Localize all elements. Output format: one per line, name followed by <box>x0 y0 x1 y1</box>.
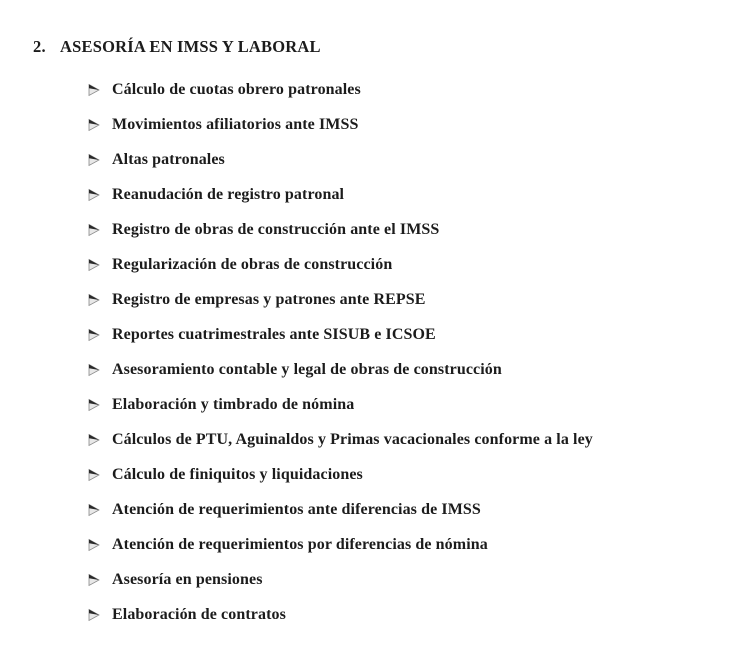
arrow-bullet-icon <box>88 188 112 202</box>
arrow-bullet-icon <box>88 363 112 377</box>
list-item-text: Registro de obras de construcción ante el IMSS <box>112 220 440 238</box>
list-item <box>88 527 593 562</box>
list-item <box>88 457 593 492</box>
arrow-bullet-icon <box>88 398 112 412</box>
arrow-bullet-icon <box>88 468 112 482</box>
list-item-text: Elaboración de contratos <box>112 605 286 623</box>
arrow-bullet-icon <box>88 538 112 552</box>
list-item <box>88 317 593 352</box>
list-item-text: Asesoramiento contable y legal de obras de construcción <box>112 360 502 378</box>
list-item <box>88 177 593 212</box>
list-item <box>88 422 593 457</box>
arrow-bullet-icon <box>88 328 112 342</box>
list-item-text: Atención de requerimientos ante diferencias de IMSS <box>112 500 481 518</box>
list-item <box>88 212 593 247</box>
list-item <box>88 492 593 527</box>
list-item <box>88 387 593 422</box>
list-item <box>88 107 593 142</box>
arrow-bullet-icon <box>88 293 112 307</box>
arrow-bullet-icon <box>88 153 112 167</box>
list-item-text: Cálculos de PTU, Aguinaldos y Primas vacacionales conforme a la ley <box>112 430 593 448</box>
arrow-bullet-icon <box>88 258 112 272</box>
list-item <box>88 352 593 387</box>
arrow-bullet-icon <box>88 573 112 587</box>
list-item <box>88 562 593 597</box>
list-item-text: Registro de empresas y patrones ante REPSE <box>112 290 426 308</box>
list-item-text: Regularización de obras de construcción <box>112 255 393 273</box>
section-title: ASESORÍA EN IMSS Y LABORAL <box>60 37 321 56</box>
list-item <box>88 282 593 317</box>
arrow-bullet-icon <box>88 83 112 97</box>
list-item <box>88 597 593 632</box>
list-item-text: Elaboración y timbrado de nómina <box>112 395 355 413</box>
arrow-bullet-icon <box>88 118 112 132</box>
list-item-text: Cálculo de cuotas obrero patronales <box>112 80 361 98</box>
arrow-bullet-icon <box>88 503 112 517</box>
list-item-text: Atención de requerimientos por diferencias de nómina <box>112 535 488 553</box>
section-heading <box>33 37 321 57</box>
list-item <box>88 72 593 107</box>
section-number: 2. <box>33 37 46 56</box>
list-item-text: Altas patronales <box>112 150 225 168</box>
list-item <box>88 247 593 282</box>
arrow-bullet-icon <box>88 608 112 622</box>
list-item-text: Cálculo de finiquitos y liquidaciones <box>112 465 363 483</box>
service-list <box>88 72 593 632</box>
list-item-text: Movimientos afiliatorios ante IMSS <box>112 115 359 133</box>
list-item <box>88 142 593 177</box>
list-item-text: Asesoría en pensiones <box>112 570 263 588</box>
list-item-text: Reanudación de registro patronal <box>112 185 345 203</box>
arrow-bullet-icon <box>88 223 112 237</box>
arrow-bullet-icon <box>88 433 112 447</box>
list-item-text: Reportes cuatrimestrales ante SISUB e ICSOE <box>112 325 436 343</box>
